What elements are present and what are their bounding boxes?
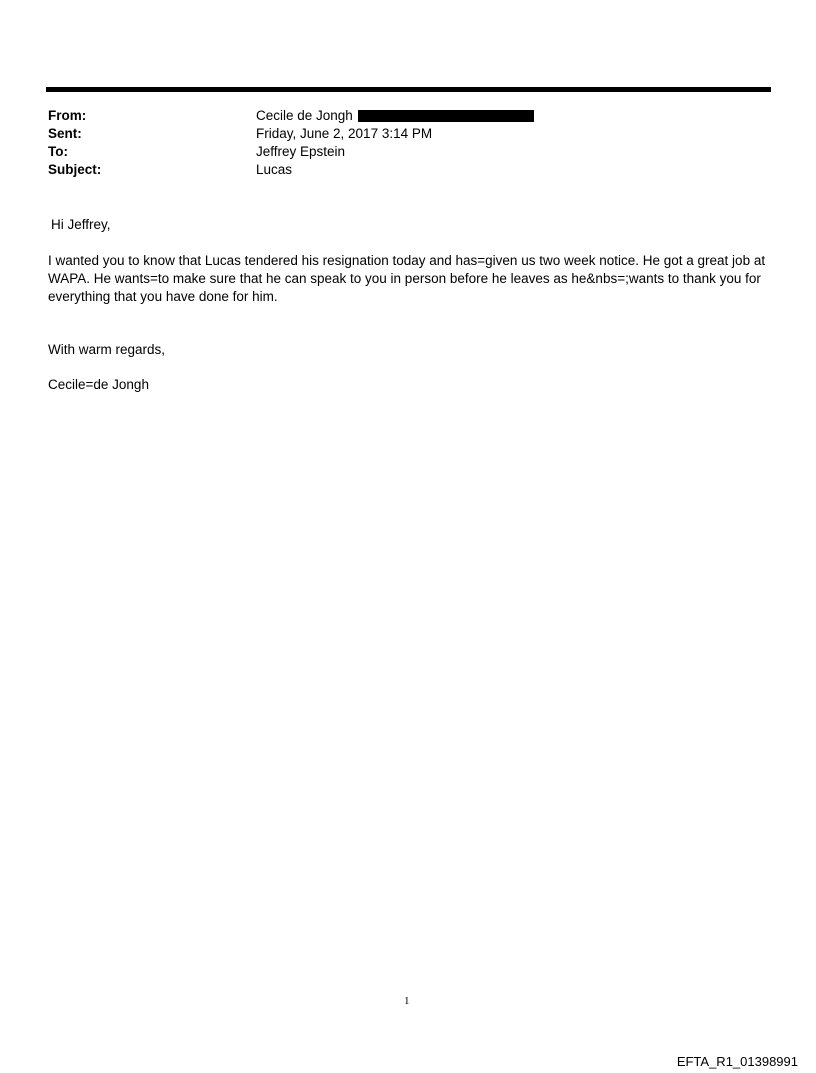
message-body: I wanted you to know that Lucas tendered his resignation today and has=given us two week notice. He got a great job at WAPA. He wants=to make sure that he can speak to you in person before he leaves as he&nbs=;wants to thank you for everything that you have done for him. xyxy=(48,253,766,304)
sender-name: Cecile de Jongh xyxy=(256,108,353,123)
header-divider xyxy=(46,87,771,92)
to-label: To: xyxy=(48,144,68,159)
subject-value: Lucas xyxy=(256,162,293,177)
email-header xyxy=(48,108,768,180)
sent-row xyxy=(48,126,768,144)
message-signature: Cecile=de Jongh xyxy=(48,377,149,392)
page-number: 1 xyxy=(404,995,410,1007)
message-greeting: Hi Jeffrey, xyxy=(51,217,111,232)
document-id: EFTA_R1_01398991 xyxy=(676,1054,798,1069)
message-closing: With warm regards, xyxy=(48,342,166,357)
subject-row xyxy=(48,162,768,180)
to-value: Jeffrey Epstein xyxy=(256,144,346,159)
subject-label: Subject: xyxy=(48,162,102,177)
sent-value: Friday, June 2, 2017 3:14 PM xyxy=(256,126,433,141)
from-row xyxy=(48,108,768,126)
sent-label: Sent: xyxy=(48,126,82,141)
redaction-block xyxy=(358,110,534,122)
from-label: From: xyxy=(48,108,87,123)
from-value xyxy=(256,108,534,123)
to-row xyxy=(48,144,768,162)
